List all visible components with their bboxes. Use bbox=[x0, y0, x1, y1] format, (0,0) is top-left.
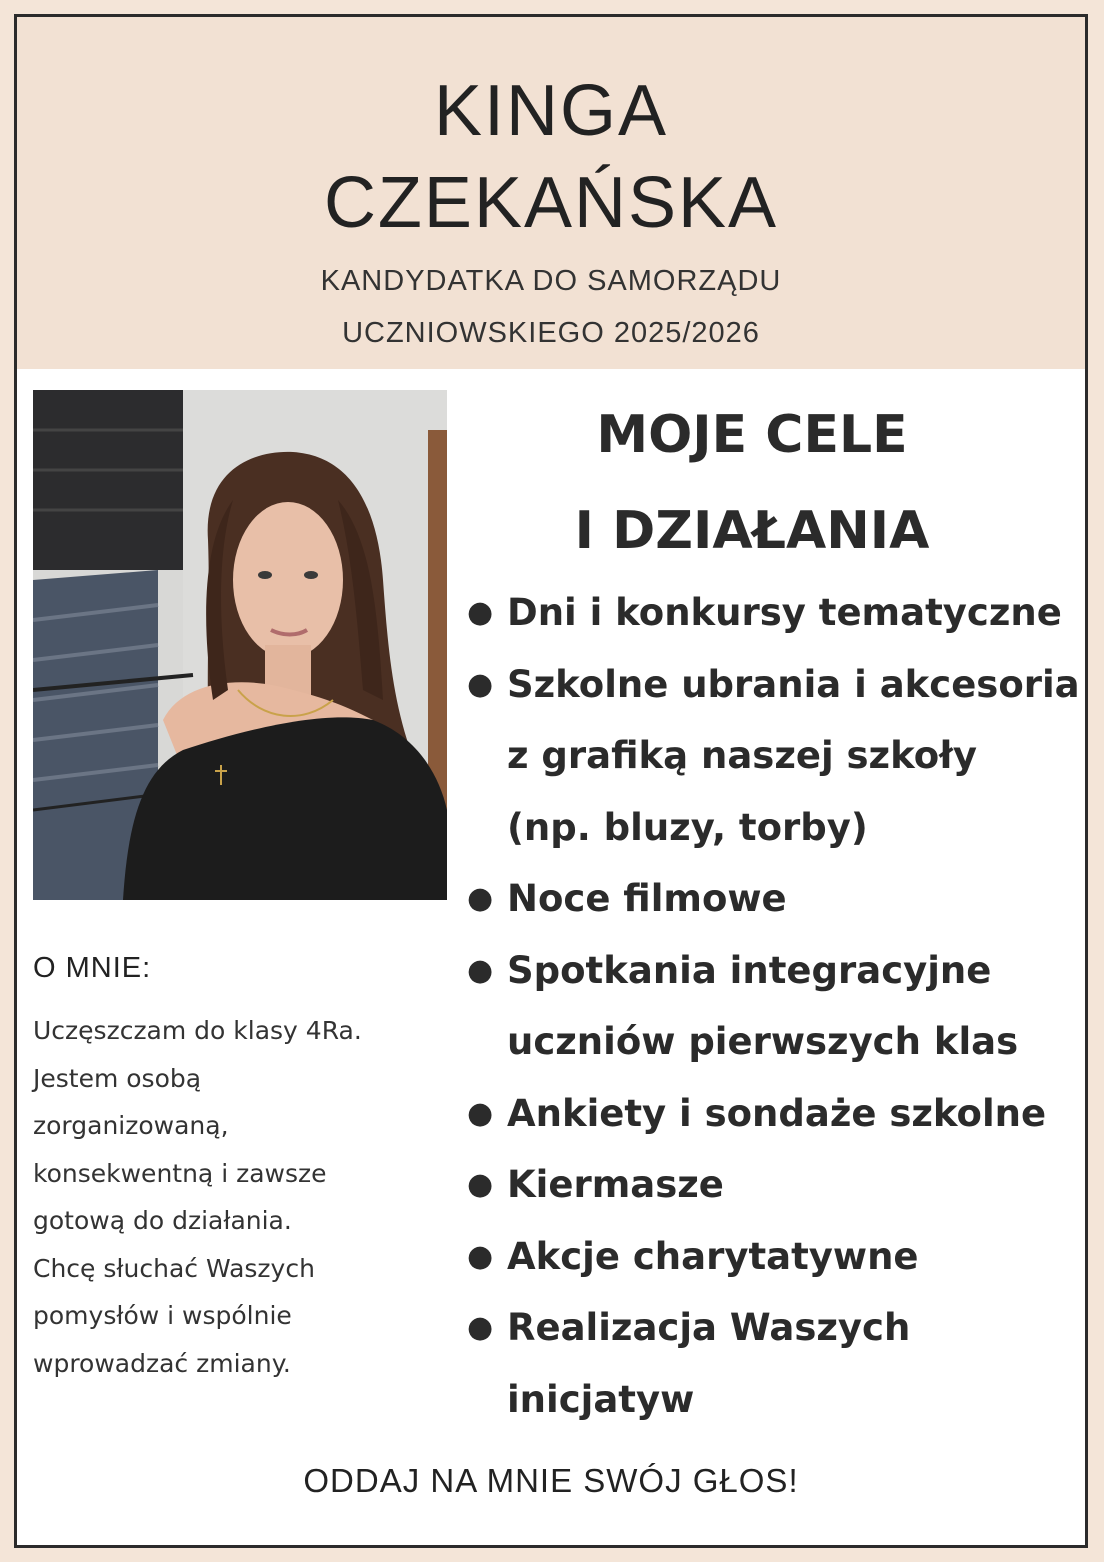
candidate-photo bbox=[33, 390, 447, 900]
about-line: Chcę słuchać Waszych bbox=[33, 1253, 315, 1283]
candidate-subtitle bbox=[17, 255, 1085, 359]
goal-item: ● Realizacja Waszych inicjatyw bbox=[467, 1292, 1087, 1435]
goal-item: ● Kiermasze bbox=[467, 1149, 1087, 1221]
goal-item: ● Szkolne ubrania i akcesoria z grafiką naszej szkoły (np. bluzy, torby) bbox=[467, 649, 1087, 864]
subtitle-line-1: KANDYDATKA DO SAMORZĄDU bbox=[320, 265, 782, 297]
subtitle-line-2: UCZNIOWSKIEGO 2025/2026 bbox=[342, 317, 760, 349]
goal-item: ● Dni i konkursy tematyczne bbox=[467, 577, 1087, 649]
candidate-first-name: KINGA bbox=[433, 71, 669, 151]
about-line: Jestem osobą bbox=[33, 1063, 202, 1093]
goals-heading bbox=[457, 387, 1047, 579]
goals-heading-line-1: MOJE CELE bbox=[596, 405, 908, 465]
goal-item: ● Noce filmowe bbox=[467, 863, 1087, 935]
goal-item: ● Akcje charytatywne bbox=[467, 1221, 1087, 1293]
about-line: konsekwentną i zawsze bbox=[33, 1158, 327, 1188]
bullet-icon: ● bbox=[467, 1095, 494, 1131]
bullet-icon: ● bbox=[467, 952, 494, 988]
about-line: Uczęszczam do klasy 4Ra. bbox=[33, 1016, 362, 1045]
call-to-action: ODDAJ NA MNIE SWÓJ GŁOS! bbox=[303, 1462, 799, 1499]
bullet-icon: ● bbox=[467, 1310, 494, 1345]
about-line: pomysłów i wspólnie bbox=[33, 1301, 292, 1330]
goal-item: ● Spotkania integracyjne uczniów pierwszych klas bbox=[467, 935, 1087, 1078]
bullet-icon: ● bbox=[467, 1167, 494, 1202]
goal-item: ● Ankiety i sondaże szkolne bbox=[467, 1078, 1087, 1150]
bullet-icon: ● bbox=[467, 881, 494, 916]
bullet-icon: ● bbox=[467, 1238, 494, 1274]
goals-heading-line-2: I DZIAŁANIA bbox=[574, 501, 930, 561]
about-line: zorganizowaną, bbox=[33, 1111, 229, 1140]
candidate-name bbox=[17, 65, 1085, 249]
header-band bbox=[17, 17, 1085, 369]
about-heading: O MNIE: bbox=[33, 952, 152, 984]
about-line: gotową do działania. bbox=[33, 1206, 292, 1235]
bullet-icon: ● bbox=[467, 666, 494, 702]
candidate-last-name: CZEKAŃSKA bbox=[323, 163, 779, 243]
goals-list bbox=[467, 577, 1087, 1435]
bullet-icon: ● bbox=[467, 595, 494, 630]
about-text bbox=[33, 1007, 433, 1387]
poster-frame bbox=[14, 14, 1088, 1548]
about-line: wprowadzać zmiany. bbox=[33, 1348, 291, 1378]
